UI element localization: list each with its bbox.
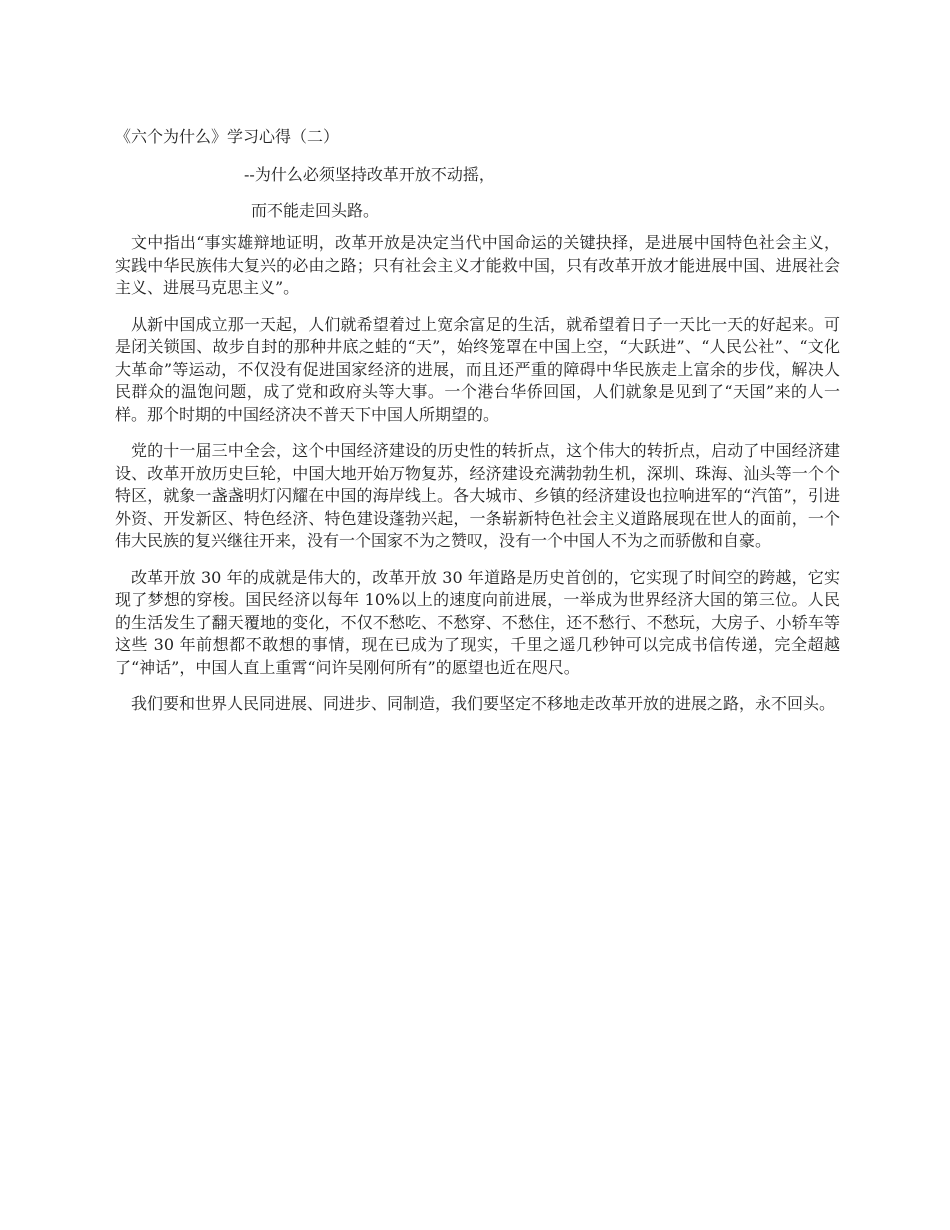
document-title: 《六个为什么》学习心得（二） (115, 127, 340, 146)
paragraph-4: 改革开放 30 年的成就是伟大的，改革开放 30 年道路是历史首创的，它实现了时间空的跨越，它实现了梦想的穿梭。国民经济以每年 10%以上的速度向前进展，一举成为世界经济大国的第三位。人民的生活发生了翻天覆地的变化，不仅不愁吃、不愁穿、不愁住，还不愁行、不愁玩，大房子、小轿车等这些 30 年前想都不敢想的事情，现在已成为了现实，千里之遥几秒钟可以完成书信传递，完全超越了“神话”，中国人直上重霄“问许吴刚何所有”的愿望也近在咫尺。 (115, 567, 840, 677)
document-body (115, 232, 840, 730)
document-subtitle-line-1: --为什么必须坚持改革开放不动摇， (244, 165, 495, 184)
paragraph-2: 从新中国成立那一天起，人们就希望着过上宽余富足的生活，就希望着日子一天比一天的好起来。可是闭关锁国、故步自封的那种井底之蛙的“天”，始终笼罩在中国上空，“大跃进”、“人民公社”、“文化大革命”等运动，不仅没有促进国家经济的进展，而且还严重的障碍中华民族走上富余的步伐，解决人民群众的温饱问题，成了党和政府头等大事。一个港台华侨回国，人们就象是见到了“天国”来的人一样。那个时期的中国经济决不普天下中国人所期望的。 (115, 314, 840, 424)
paragraph-1: 文中指出“事实雄辩地证明，改革开放是决定当代中国命运的关键抉择，是进展中国特色社会主义，实践中华民族伟大复兴的必由之路；只有社会主义才能救中国，只有改革开放才能进展中国、进展社会主义、进展马克思主义”。 (115, 233, 840, 297)
document-subtitle-line-2: 而不能走回头路。 (251, 201, 380, 220)
paragraph-5: 我们要和世界人民同进展、同进步、同制造，我们要坚定不移地走改革开放的进展之路，永不回头。 (131, 694, 836, 713)
paragraph-3: 党的十一届三中全会，这个中国经济建设的历史性的转折点，这个伟大的转折点，启动了中国经济建设、改革开放历史巨轮，中国大地开始万物复苏，经济建设充满勃勃生机，深圳、珠海、汕头等一个个特区，就象一盏盏明灯闪耀在中国的海岸线上。各大城市、乡镇的经济建设也拉响进军的“汽笛”，引进外资、开发新区、特色经济、特色建设蓬勃兴起，一条崭新特色社会主义道路展现在世人的面前，一个伟大民族的复兴继往开来，没有一个国家不为之赞叹，没有一个中国人不为之而骄傲和自豪。 (115, 441, 840, 550)
